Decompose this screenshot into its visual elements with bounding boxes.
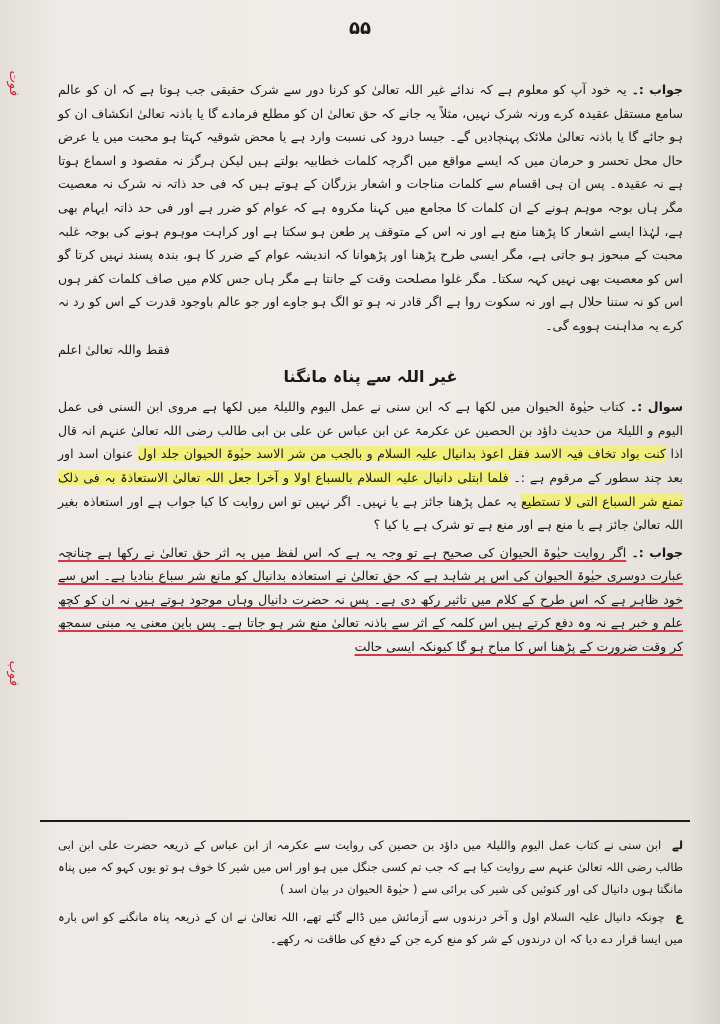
question-highlight-1: کنت بواد تخاف فیہ الاسد فقل اعوذ بدانیال علیہ السلام و بالجب من شر الاسد حیٰوۃ الحیوان جلد اول bbox=[137, 446, 667, 462]
footnote-2-text: چونکہ دانیال علیہ السلام اول و آخر درندوں سے آزمائش میں ڈالے گئے تھے، اللہ تعالیٰ نے ان کے ذریعہ پناہ مانگنے کو اس بارہ میں ایسا قرار دے دیا کہ ان درندوں کے شر کو منع کرے جن کے دفع کی طاقت نہ رکھے۔ bbox=[58, 910, 683, 946]
question-text-2: عنوان اسد اور بعد چند سطور کے مرقوم ہے :۔ bbox=[58, 446, 683, 485]
margin-note-1: فوت bbox=[6, 70, 21, 96]
footnotes bbox=[58, 834, 683, 956]
footnote-2-mark: ع bbox=[675, 910, 684, 924]
answer-1-closing: فقط واللہ تعالیٰ اعلم bbox=[58, 341, 170, 357]
question bbox=[58, 395, 683, 537]
question-label: سوال :۔ bbox=[629, 399, 683, 415]
answer-2-text: اگر روایت حیٰوۃ الحیوان کی صحیح ہے تو وجہ یہ ہے کہ اس لفظ میں یہ اثر حق تعالیٰ نے رکھا ہے چنانچہ عبارت دوسری حیٰوۃ الحیوان کی اس پر شاہد ہے کہ حق تعالیٰ نے استعاذہ بدانیال کو مانع شر سباع بنادیا ہے۔ اس سے خود ظاہر ہے کہ اس طرح کے کلام میں تاثیر رکھ دی ہے۔ پس نہ حضرت دانیال وہاں موجود ہوتے ہیں نہ ان کو کچھ علم و خبر ہے نہ وہ دفع کرتے ہیں اس کلمہ کے اثر سے باذنہ تعالیٰ منع شر ہو جاتا ہے۔ پس باین معنی یہ مبنی سمجھ کر وقت ضرورت کے پڑھنا اس کا مباح ہو گا کیونکہ ایسی حالت bbox=[58, 544, 683, 655]
answer-1-label: جواب :۔ bbox=[631, 82, 683, 97]
footnote-2 bbox=[58, 906, 683, 950]
footnote-1-mark: لے bbox=[671, 838, 684, 852]
footnote-1 bbox=[58, 834, 683, 900]
footnote-divider bbox=[40, 820, 690, 822]
question-highlight-2: فلما ابتلی دانیال علیہ السلام بالسباع اولا و آخرا جعل اللہ تعالیٰ الاستعاذۃ بہ فی ذلک تمنع شر السباع التی لا تستطیع bbox=[58, 469, 683, 509]
answer-1 bbox=[58, 78, 683, 338]
main-text bbox=[58, 78, 683, 659]
question-text-3: یہ عمل پڑھنا جائز ہے یا نہیں۔ اگر نہیں تو اس روایت کا کیا جواب ہے اور استعاذہ بغیر اللہ تعالیٰ جائز ہے یا منع ہے اور منع ہے تو شرک ہے یا کیا ؟ bbox=[58, 493, 683, 533]
answer-2-label: جواب :۔ bbox=[631, 544, 683, 560]
footnote-1-text: ابن سنی نے کتاب عمل الیوم واللیلۃ میں داؤد بن حصین کی روایت سے عکرمہ از ابن عباس کے ذریعہ حضرت علی ابن ابی طالب رضی اللہ تعالیٰ عنہم سے روایت کیا ہے کہ جب تم کسی جنگل میں ہو اور اس میں شیر کا خوف ہو تو یوں کہو کہ میں پناہ مانگتا ہوں دانیال کی اور کنوئیں کی شیر کی برائی سے ( حیٰوۃ الحیوان در بیان اسد ) bbox=[58, 838, 683, 896]
question-text-1: کتاب حیٰوۃ الحیوان میں لکھا ہے کہ ابن سنی نے عمل الیوم واللیلۃ میں لکھا ہے مروی ابن السنی فی عمل الیوم و اللیلۃ من حدیث داؤد بن الحصین عن عکرمۃ عن ابن عباس عن علی بن ابی طالب رضی اللہ تعالیٰ عنہم انہ قال اذا bbox=[58, 399, 683, 462]
answer-2 bbox=[58, 541, 683, 659]
answer-1-text: یہ خود آپ کو معلوم ہے کہ ندائے غیر اللہ تعالیٰ کو کرنا دور سے شرک حقیقی جب ہوتا ہے کہ ان کو عالم سامع مستقل عقیدہ کرے ورنہ شرک نہیں، مثلاً یہ جانے کہ حق تعالیٰ ان کو مطلع فرمادے گا یا باذنہ تعالیٰ انکشاف ان کو ہو جائے گا یا باذنہ تعالیٰ ملائک پہنچادیں گے۔ جیسا درود کی نسبت وارد ہے یا محض شوقیہ کہتا ہو محبت میں یا عرض حال محل تحسر و حرمان میں کہ ایسے مواقع میں اگرچہ کلمات خطابیہ بولتے ہیں لیکن ہرگز نہ مقصود و اسماع ہوتا ہے نہ عقیدہ۔ پس ان ہی اقسام سے کلمات مناجات و اشعار بزرگان کے ہوتے ہیں کہ فی حد ذاتہ نہ شرک نہ معصیت مگر ہاں بوجہ موہم ہونے کے ان کلمات کا مجامع میں کہنا مکروہ ہے کہ عوام کو ضرر ہے اور فی حد ذاتہ ایہام بھی ہے، لہٰذا ایسے اشعار کا پڑھنا منع ہے اور نہ اس کے متوقف پر طعن ہو سکتا ہے اور کراہت موہوم ہونے کی بوجہ غلبہ محبت کے مبحوز ہو جاتی ہے، مگر ایسی طرح پڑھنا اور پڑھوانا کہ اندیشہ عوام کے ضرر کا ہو، بندہ پسند نہیں کرتا گو اس کو معصیت بھی نہیں کہہ سکتا۔ مگر غلوا مصلحت وقت کے جانتا ہے مگر ہاں جس کلام میں صاف کلمات کفر ہوں اس کو نہ سننا حلال ہے اور نہ سکوت روا ہے اگر قادر نہ ہو تو الگ ہو جاوے اور جو عالم باوجود قدرت کے اس کو رد نہ کرے یہ مداہنت ہووے گی۔ bbox=[58, 82, 683, 333]
page-number: ۵۵ bbox=[349, 18, 371, 39]
section-heading: غیر اللہ سے پناہ مانگنا bbox=[283, 367, 458, 387]
margin-note-2: فوب bbox=[6, 660, 21, 686]
